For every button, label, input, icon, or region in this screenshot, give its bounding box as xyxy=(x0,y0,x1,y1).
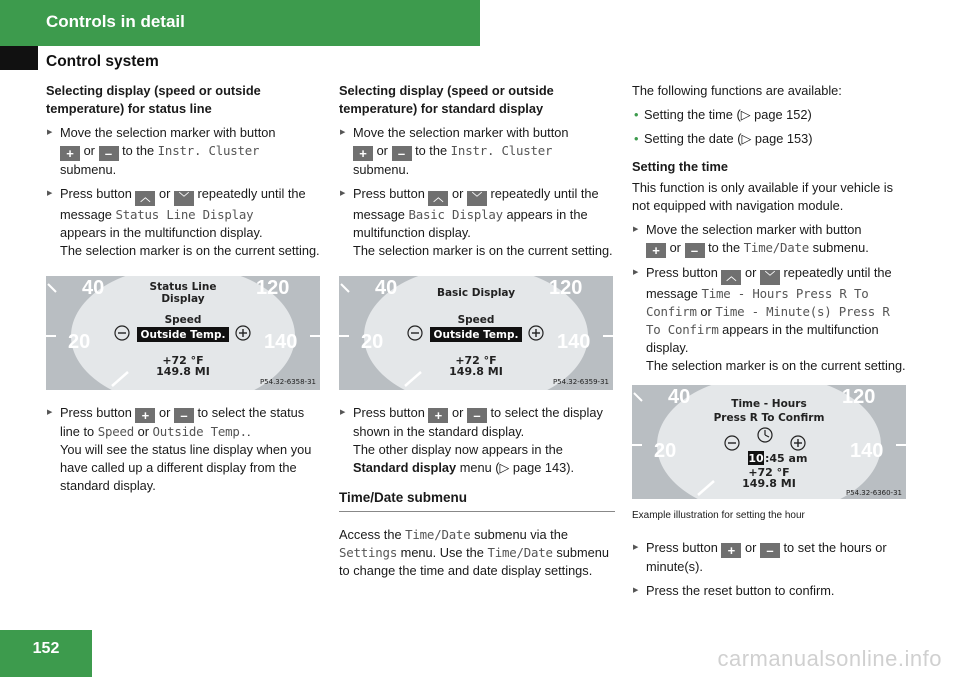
minus-button-icon: – xyxy=(174,408,194,423)
svg-text:Status Line: Status Line xyxy=(149,281,217,293)
col3-step-4: ▶ Press the reset button to confirm. xyxy=(632,582,908,600)
standard-display-heading: Selecting display (speed or outside temperature) for standard display xyxy=(339,83,554,116)
plus-button-icon: + xyxy=(353,146,373,161)
time-hours-illustration xyxy=(632,385,906,499)
time-date-paragraph: Access the Time/Date submenu via the Settings menu. Use the Time/Date submenu to change the time and date display settings. xyxy=(339,527,610,578)
illustration-caption: Example illustration for setting the hour xyxy=(632,510,805,521)
display-message: Status Line Display xyxy=(115,207,254,222)
svg-text:Basic Display: Basic Display xyxy=(436,287,516,299)
plus-button-icon: + xyxy=(428,408,448,423)
svg-text:P54.32-6358-31: P54.32-6358-31 xyxy=(259,378,316,386)
col2-step-3: ▶ Press button + or – to select the display shown in the standard display. The other display now appears in the Standard display menu (▷ page 143). xyxy=(339,404,615,477)
status-line-display-illustration xyxy=(46,276,320,390)
menu-name: Instr. Cluster xyxy=(157,143,260,158)
section-title: Control system xyxy=(46,53,159,70)
svg-text:40: 40 xyxy=(375,277,398,299)
up-button-icon: ︿ xyxy=(428,191,448,206)
setting-time-heading: Setting the time xyxy=(632,159,728,174)
setting-time-note: This function is only available if your vehicle is not equipped with navigation module. xyxy=(632,180,894,213)
svg-text:140: 140 xyxy=(850,440,884,462)
svg-text:P54.32-6359-31: P54.32-6359-31 xyxy=(552,378,609,386)
down-button-icon: ﹀ xyxy=(467,191,487,206)
plus-button-icon: + xyxy=(721,543,741,558)
minus-button-icon: – xyxy=(392,146,412,161)
plus-button-icon: + xyxy=(60,146,80,161)
column-2 xyxy=(339,82,615,586)
svg-text:140: 140 xyxy=(557,331,591,353)
speed-tick-40: 40 xyxy=(82,277,105,299)
col2-step-1: ▶ Move the selection marker with button + or – to the Instr. Cluster submenu. xyxy=(339,124,615,179)
section-marker xyxy=(0,46,38,70)
page-number: 152 xyxy=(32,640,60,657)
chapter-title: Controls in detail xyxy=(46,12,185,31)
plus-button-icon: + xyxy=(135,408,155,423)
up-button-icon: ︿ xyxy=(721,270,741,285)
minus-button-icon: – xyxy=(760,543,780,558)
col3-step-2: ▶ Press button ︿ or ﹀ repeatedly until the message Time - Hours Press R To Confirm or Time - Minute(s) Press R To Confirm appears in the multifunction display. The selection marker is on the current setting. xyxy=(632,264,908,375)
bullet-setting-date: • Setting the date (▷ page 153) xyxy=(632,130,908,148)
plus-button-icon: + xyxy=(646,243,666,258)
bullet-setting-time: • Setting the time (▷ page 152) xyxy=(632,106,908,124)
col1-step-3: ▶ Press button + or – to select the status line to Speed or Outside Temp.. You will see the status line display when you have called up a different display from the standard display. xyxy=(46,404,322,495)
minus-button-icon: – xyxy=(467,408,487,423)
svg-text::45 am: :45 am xyxy=(765,452,808,465)
watermark: carmanualsonline.info xyxy=(717,646,942,671)
svg-text:149.8 MI: 149.8 MI xyxy=(449,365,503,378)
svg-text:120: 120 xyxy=(549,277,583,299)
speed-tick-20: 20 xyxy=(68,331,91,353)
svg-text:Time - Hours: Time - Hours xyxy=(731,398,807,410)
svg-text:+72 °F: +72 °F xyxy=(455,354,497,367)
column-3 xyxy=(632,82,908,606)
down-button-icon: ﹀ xyxy=(760,270,780,285)
svg-text:+72 °F: +72 °F xyxy=(162,354,204,367)
svg-text:40: 40 xyxy=(668,386,691,408)
svg-text:120: 120 xyxy=(842,386,876,408)
svg-text:149.8 MI: 149.8 MI xyxy=(156,365,210,378)
svg-text:Outside Temp.: Outside Temp. xyxy=(433,329,519,341)
functions-intro: The following functions are available: xyxy=(632,83,842,98)
page-number-box xyxy=(0,630,92,677)
svg-text:+72 °F: +72 °F xyxy=(748,466,790,479)
status-line-heading: Selecting display (speed or outside temperature) for status line xyxy=(46,83,261,116)
col3-step-3: ▶ Press button + or – to set the hours or minute(s). xyxy=(632,539,908,576)
time-date-submenu-heading: Time/Date submenu xyxy=(339,489,615,512)
col2-step-2: ▶ Press button ︿ or ﹀ repeatedly until the message Basic Display appears in the multifunction display. The selection marker is on the current setting. xyxy=(339,185,615,260)
speed-tick-140: 140 xyxy=(264,331,298,353)
col3-step-1: ▶ Move the selection marker with button + or – to the Time/Date submenu. xyxy=(632,221,908,258)
col1-step-1: ▶ Move the selection marker with button + or – to the Instr. Cluster submenu. xyxy=(46,124,322,179)
svg-text:Display: Display xyxy=(161,293,205,305)
col1-step-2: ▶ Press button ︿ or ﹀ repeatedly until the message Status Line Display appears in the multifunction display. The selection marker is on the current setting. xyxy=(46,185,322,260)
svg-text:149.8 MI: 149.8 MI xyxy=(742,477,796,490)
minus-button-icon: – xyxy=(99,146,119,161)
svg-text:20: 20 xyxy=(361,331,384,353)
minus-button-icon: – xyxy=(685,243,705,258)
svg-text:10: 10 xyxy=(748,452,764,465)
svg-text:20: 20 xyxy=(654,440,677,462)
down-button-icon: ﹀ xyxy=(174,191,194,206)
up-button-icon: ︿ xyxy=(135,191,155,206)
svg-text:P54.32-6360-31: P54.32-6360-31 xyxy=(845,489,902,497)
svg-text:Speed: Speed xyxy=(457,314,495,326)
svg-text:Outside Temp.: Outside Temp. xyxy=(140,329,226,341)
svg-text:Speed: Speed xyxy=(164,314,202,326)
svg-text:Press R To Confirm: Press R To Confirm xyxy=(713,412,825,424)
column-1 xyxy=(46,82,322,501)
speed-tick-120: 120 xyxy=(256,277,290,299)
basic-display-illustration xyxy=(339,276,613,390)
